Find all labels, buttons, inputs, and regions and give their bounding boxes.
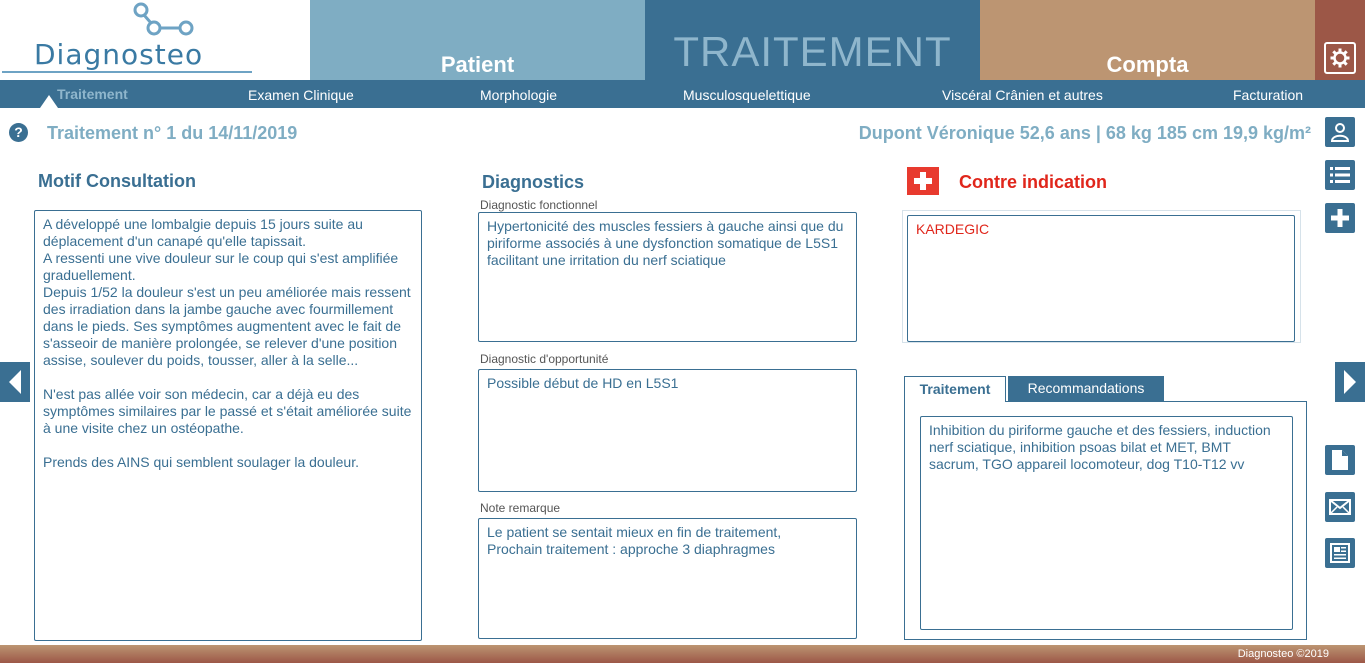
note-remarque-label: Note remarque (480, 501, 561, 515)
tab-recommandations[interactable]: Recommandations (1008, 376, 1164, 401)
tab-traitement-detail[interactable]: Traitement (904, 376, 1006, 402)
motif-textarea[interactable]: A développé une lombalgie depuis 15 jours suite au déplacement d'un canapé qu'elle tapissait. A ressenti une vive douleur sur le coup qui s'est amplifiée graduellement. Depuis 1/52 la douleur s'est un peu améliorée mais ressent des irradiation dans la jambe gauche avec fourmillement dans le pieds. Ses symptômes augmentent avec le fait de s'asseoir de manière prolongée, se relever d'une position assise, soulever du poids, tousser, aller à la selle... N'est pas allée voir son médecin, car a déjà eu des symptômes similaires par le passé et s'était améliorée suite à une visite chez un ostéopathe. Prends des AINS qui semblent soulager la douleur. (34, 210, 422, 641)
footer-copyright: Diagnosteo ©2019 (1237, 648, 1329, 660)
subnav-item-musculosquelettique[interactable]: Musculosquelettique (683, 87, 811, 103)
chevron-left-icon (7, 369, 23, 395)
footer (0, 645, 1365, 663)
contre-indication-textarea[interactable]: KARDEGIC (907, 215, 1295, 342)
document-icon (1332, 450, 1348, 470)
logo-underline (2, 71, 252, 73)
tab-traitement-label: TRAITEMENT (673, 28, 952, 75)
tab-compta-label: Compta (1106, 52, 1189, 77)
user-icon (1330, 122, 1350, 142)
patient-info: Dupont Véronique 52,6 ans | 68 kg 185 cm 19,9 kg/m² (858, 123, 1311, 143)
tab-patient-label: Patient (440, 52, 515, 77)
active-tab-indicator (40, 95, 58, 108)
newspaper-button[interactable] (1325, 538, 1355, 568)
tab-compta[interactable] (980, 0, 1315, 80)
settings-button[interactable] (1324, 42, 1356, 74)
mail-icon (1329, 499, 1351, 515)
diag-fonctionnel-textarea[interactable]: Hypertonicité des muscles fessiers à gauche ainsi que du piriforme associés à une dysfonction somatique de L5S1 facilitant une irritation du nerf sciatique (478, 212, 857, 342)
add-button[interactable] (1325, 203, 1355, 233)
logo-text: Diagnosteo (34, 38, 204, 71)
note-remarque-textarea[interactable]: Le patient se sentait mieux en fin de traitement, Prochain traitement : approche 3 diaphragmes (478, 518, 857, 639)
medical-cross-icon (907, 167, 939, 195)
tab-patient[interactable] (310, 0, 645, 80)
next-arrow-button[interactable] (1335, 362, 1365, 402)
chevron-right-icon (1342, 369, 1358, 395)
treatment-title: Traitement n° 1 du 14/11/2019 (47, 123, 298, 143)
diagnostics-heading: Diagnostics (482, 172, 585, 192)
previous-arrow-button[interactable] (0, 362, 30, 402)
diag-opportunite-label: Diagnostic d'opportunité (480, 352, 609, 366)
tab-traitement[interactable] (645, 0, 980, 80)
question-icon[interactable]: ? (9, 123, 28, 142)
list-button[interactable] (1325, 160, 1355, 190)
contre-indication-heading: Contre indication (959, 172, 1107, 192)
diag-opportunite-textarea[interactable]: Possible début de HD en L5S1 (478, 369, 857, 492)
list-icon (1330, 166, 1350, 184)
sub-navigation (0, 80, 1365, 108)
settings-area (1315, 0, 1365, 80)
mail-button[interactable] (1325, 492, 1355, 522)
motif-heading: Motif Consultation (38, 171, 196, 191)
logo-molecule-icon (124, 2, 204, 42)
subnav-item-examen-clinique[interactable]: Examen Clinique (248, 87, 354, 103)
newspaper-icon (1330, 543, 1350, 563)
plus-icon (1331, 209, 1349, 227)
user-button[interactable] (1325, 117, 1355, 147)
document-button[interactable] (1325, 445, 1355, 475)
subnav-item-morphologie[interactable]: Morphologie (480, 87, 558, 103)
subnav-item-visceral[interactable]: Viscéral Crânien et autres (942, 87, 1103, 103)
traitement-textarea[interactable]: Inhibition du piriforme gauche et des fessiers, induction nerf sciatique, inhibition psoas bilat et MET, BMT sacrum, TGO appareil locomoteur, dog T10-T12 vv (920, 416, 1293, 630)
subnav-item-facturation[interactable]: Facturation (1233, 87, 1304, 103)
diag-fonctionnel-label: Diagnostic fonctionnel (480, 198, 598, 212)
subnav-item-traitement[interactable]: Traitement (57, 86, 128, 102)
gear-icon (1330, 48, 1350, 68)
logo-area (0, 0, 310, 80)
